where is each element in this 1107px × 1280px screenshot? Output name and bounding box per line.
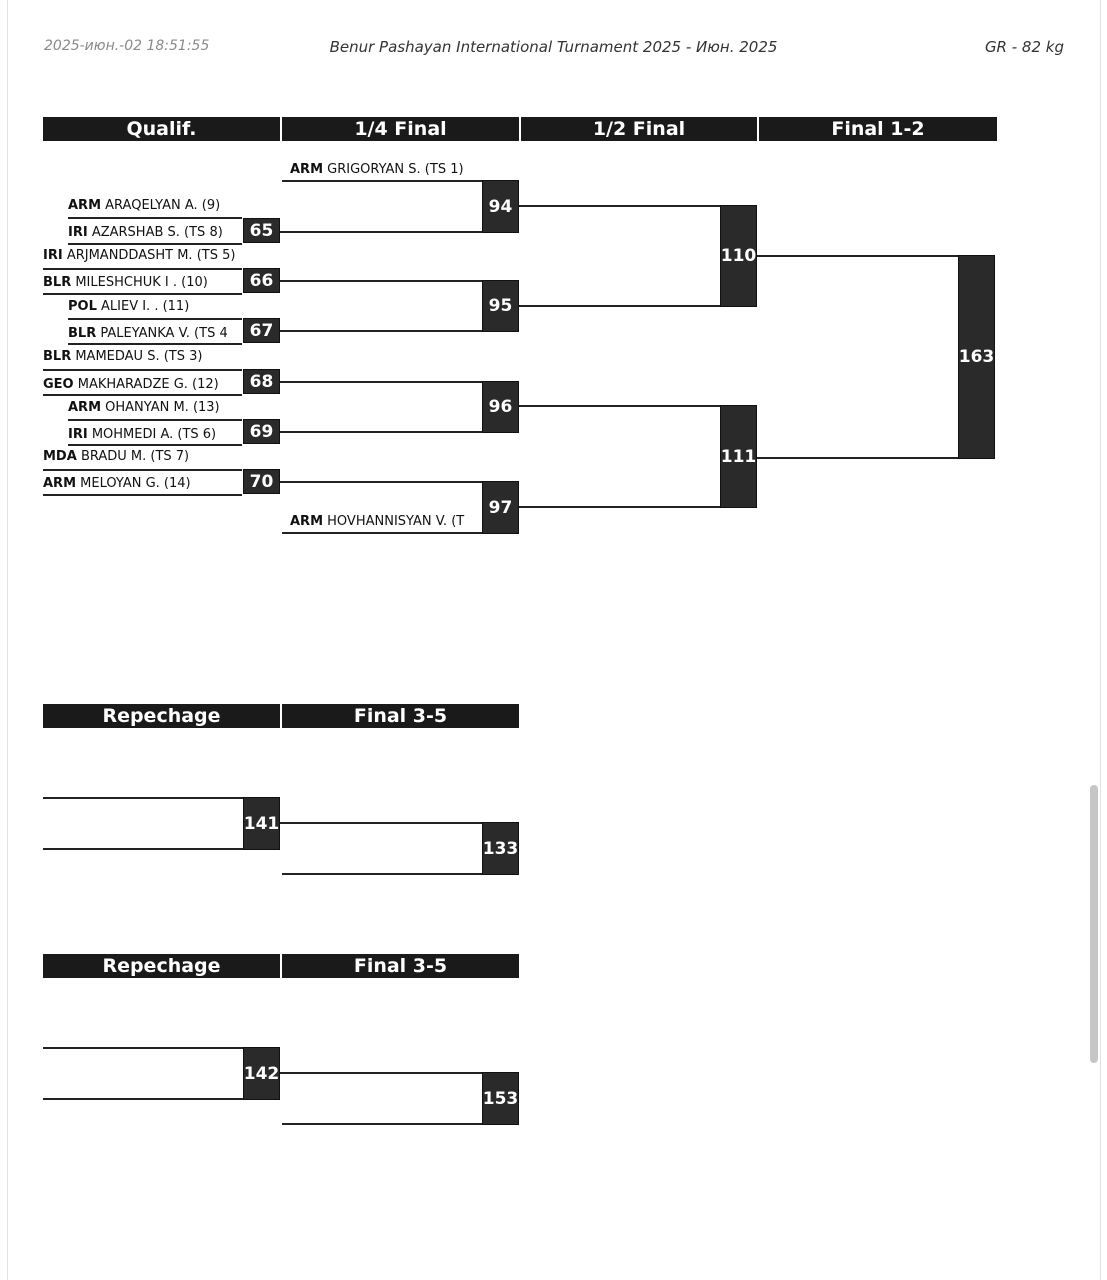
bout-box[interactable]: 111 (720, 405, 757, 508)
bout-box[interactable]: 97 (482, 481, 519, 534)
athlete-name: MAMEDAU S. (TS 3) (75, 349, 203, 364)
bracket-line (68, 419, 242, 421)
athlete-name: ALIEV I. . (11) (101, 299, 190, 314)
bout-box[interactable]: 153 (482, 1072, 519, 1125)
bracket-line (43, 469, 242, 471)
athlete-name: BRADU M. (TS 7) (80, 449, 190, 464)
bout-box[interactable]: 163 (958, 255, 995, 459)
bout-box[interactable]: 133 (482, 822, 519, 875)
page-frame-right (1100, 0, 1101, 1280)
bracket-line (68, 444, 242, 446)
athlete-row (68, 326, 242, 342)
bracket-line (282, 532, 482, 534)
athlete-country: POL (68, 299, 97, 314)
bout-box[interactable]: 70 (243, 469, 280, 494)
bracket-line (280, 381, 482, 383)
bracket-line (757, 457, 959, 459)
athlete-country: ARM (68, 400, 102, 415)
athlete-name: MOHMEDI A. (TS 6) (91, 427, 217, 442)
athlete-row (290, 162, 480, 178)
athlete-country: BLR (68, 326, 97, 341)
athlete-country: ARM (290, 514, 324, 529)
column-quarter-final: 1/4 Final (282, 117, 519, 141)
column-final: Final 1-2 (759, 117, 997, 141)
bracket-line (43, 394, 242, 396)
print-timestamp: 2025-июн.-02 18:51:55 (44, 38, 210, 54)
column-repechage: Repechage (43, 704, 280, 728)
athlete-row (43, 248, 273, 264)
bracket-line (519, 405, 721, 407)
athlete-country: IRI (68, 225, 88, 240)
bracket-line (43, 1047, 243, 1049)
column-semi-final: 1/2 Final (521, 117, 757, 141)
bracket-line (43, 293, 242, 295)
athlete-row (43, 275, 240, 291)
athlete-name: GRIGORYAN S. (TS 1) (327, 162, 464, 177)
athlete-country: MDA (43, 449, 77, 464)
athlete-country: IRI (43, 248, 63, 263)
bracket-line (280, 822, 482, 824)
bout-box[interactable]: 66 (243, 268, 280, 293)
bout-box[interactable]: 67 (243, 318, 280, 343)
bracket-line (282, 180, 482, 182)
column-final-3-5: Final 3-5 (282, 954, 519, 978)
athlete-country: BLR (43, 275, 72, 290)
athlete-country: GEO (43, 377, 74, 392)
bracket-line (519, 506, 721, 508)
bout-box[interactable]: 141 (243, 797, 280, 850)
bracket-line (282, 1123, 482, 1125)
bout-box[interactable]: 69 (243, 419, 280, 444)
bracket-line (280, 280, 482, 282)
bracket-line (280, 330, 482, 332)
athlete-country: BLR (43, 349, 72, 364)
bout-box[interactable]: 142 (243, 1047, 280, 1100)
athlete-country: ARM (43, 476, 77, 491)
athlete-row (290, 514, 480, 530)
athlete-row (68, 225, 240, 241)
athlete-name: PALEYANKA V. (TS 4 (100, 326, 228, 341)
athlete-name: ARAQELYAN A. (9) (105, 198, 221, 213)
athlete-name: ARJMANDDASHT M. (TS 5) (66, 248, 236, 263)
bracket-line (68, 343, 242, 345)
bracket-line (68, 243, 242, 245)
bracket-line (280, 231, 482, 233)
athlete-row (68, 299, 240, 315)
athlete-row (43, 449, 273, 465)
athlete-row (43, 377, 240, 393)
athlete-name: AZARSHAB S. (TS 8) (91, 225, 223, 240)
athlete-row (68, 400, 240, 416)
bracket-line (280, 431, 482, 433)
bout-box[interactable]: 110 (720, 205, 757, 307)
bout-box[interactable]: 65 (243, 218, 280, 243)
athlete-name: OHANYAN M. (13) (105, 400, 220, 415)
bout-box[interactable]: 95 (482, 280, 519, 332)
athlete-row (68, 427, 240, 443)
athlete-name: HOVHANNISYAN V. (T (327, 514, 465, 529)
bracket-line (43, 268, 242, 270)
athlete-name: MILESHCHUK I . (10) (75, 275, 208, 290)
column-repechage: Repechage (43, 954, 280, 978)
column-qualif: Qualif. (43, 117, 280, 141)
bracket-line (280, 1072, 482, 1074)
bout-box[interactable]: 94 (482, 180, 519, 233)
column-final-3-5: Final 3-5 (282, 704, 519, 728)
tournament-title: Benur Pashayan International Turnament 2025 - Июн. 2025 (329, 38, 778, 56)
weight-category: GR - 82 kg (984, 38, 1064, 56)
athlete-name: MELOYAN G. (14) (80, 476, 191, 491)
athlete-row (43, 476, 240, 492)
bracket-line (282, 873, 482, 875)
scrollbar-thumb[interactable] (1090, 785, 1098, 1063)
bracket-line (68, 318, 242, 320)
bracket-line (280, 481, 482, 483)
athlete-country: ARM (290, 162, 324, 177)
bout-box[interactable]: 68 (243, 369, 280, 394)
bracket-line (519, 205, 721, 207)
page-frame-left (7, 0, 8, 1280)
athlete-row (43, 349, 273, 365)
bracket-line (43, 369, 242, 371)
bracket-line (43, 797, 243, 799)
bracket-line (757, 255, 959, 257)
bout-box[interactable]: 96 (482, 381, 519, 433)
bracket-line (43, 848, 243, 850)
bracket-line (43, 1098, 243, 1100)
athlete-country: IRI (68, 427, 88, 442)
athlete-country: ARM (68, 198, 102, 213)
athlete-name: MAKHARADZE G. (12) (77, 377, 219, 392)
athlete-row (68, 198, 240, 214)
bracket-line (68, 217, 242, 219)
bracket-line (43, 494, 242, 496)
bracket-line (519, 305, 721, 307)
